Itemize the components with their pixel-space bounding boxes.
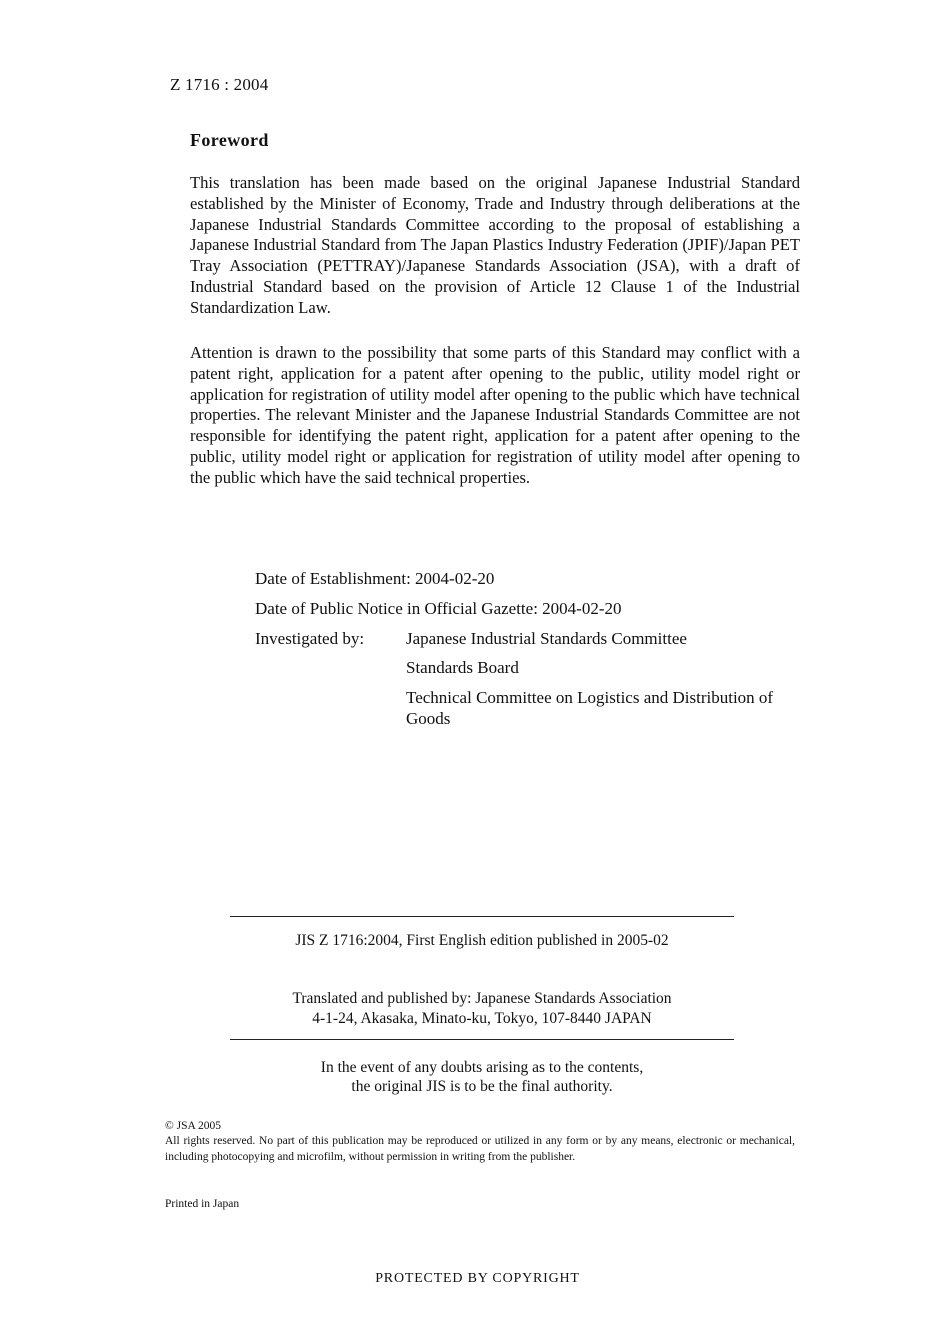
date-of-public-notice: Date of Public Notice in Official Gazette: 2004-02-20 (255, 599, 622, 618)
divider-bottom (230, 1039, 734, 1040)
investigator-board: Standards Board (406, 658, 519, 677)
protected-by-copyright: PROTECTED BY COPYRIGHT (375, 1271, 580, 1286)
investigated-by-label: Investigated by: (255, 629, 365, 648)
edition-info: JIS Z 1716:2004, First English edition published in 2005-02 (295, 932, 669, 949)
publisher-address: 4-1-24, Akasaka, Minato-ku, Tokyo, 107-8440 JAPAN (312, 1010, 652, 1027)
copyright-notice: © JSA 2005 (165, 1120, 222, 1132)
rights-reserved-text: All rights reserved. No part of this publication may be reproduced or utilized in any form or by any means, electronic or mechanical, including photocopying and microfilm, without permission in writing from the publisher. (165, 1135, 795, 1163)
authority-note-line-1: In the event of any doubts arising as to the contents, (320, 1059, 644, 1076)
foreword-paragraph-1: This translation has been made based on the original Japanese Industrial Standard established by the Minister of Economy, Trade and Industry through deliberations at the Japanese Industrial Standards Committee according to the proposal of establishing a Japanese Industrial Standard from The Japan Plastics Industry Federation (JPIF)/Japan PET Tray Association (PETTRAY)/Japanese Standards Association (JSA), with a draft of Industrial Standard based on the provision of Article 12 Clause 1 of the Industrial Standardization Law. (190, 173, 800, 317)
date-of-establishment: Date of Establishment: 2004-02-20 (255, 569, 495, 588)
authority-note-line-2: the original JIS is to be the final authority. (351, 1078, 613, 1095)
investigator-committee: Japanese Industrial Standards Committee (406, 629, 687, 648)
printed-in: Printed in Japan (165, 1198, 240, 1210)
foreword-heading: Foreword (190, 130, 269, 150)
translated-by: Translated and published by: Japanese Standards Association (292, 990, 672, 1007)
document-number: Z 1716 : 2004 (170, 75, 269, 94)
divider-top (230, 916, 734, 917)
foreword-paragraph-2: Attention is drawn to the possibility that some parts of this Standard may conflict with a patent right, application for a patent after opening to the public, utility model right or application for registration of utility model after opening to the public which have technical properties. The relevant Minister and the Japanese Industrial Standards Committee are not responsible for identifying the patent right, application for a patent after opening to the public, utility model right or application for registration of utility model after opening to the public which have the said technical properties. (190, 343, 800, 487)
investigator-technical-committee: Technical Committee on Logistics and Distribution of Goods (406, 688, 774, 728)
